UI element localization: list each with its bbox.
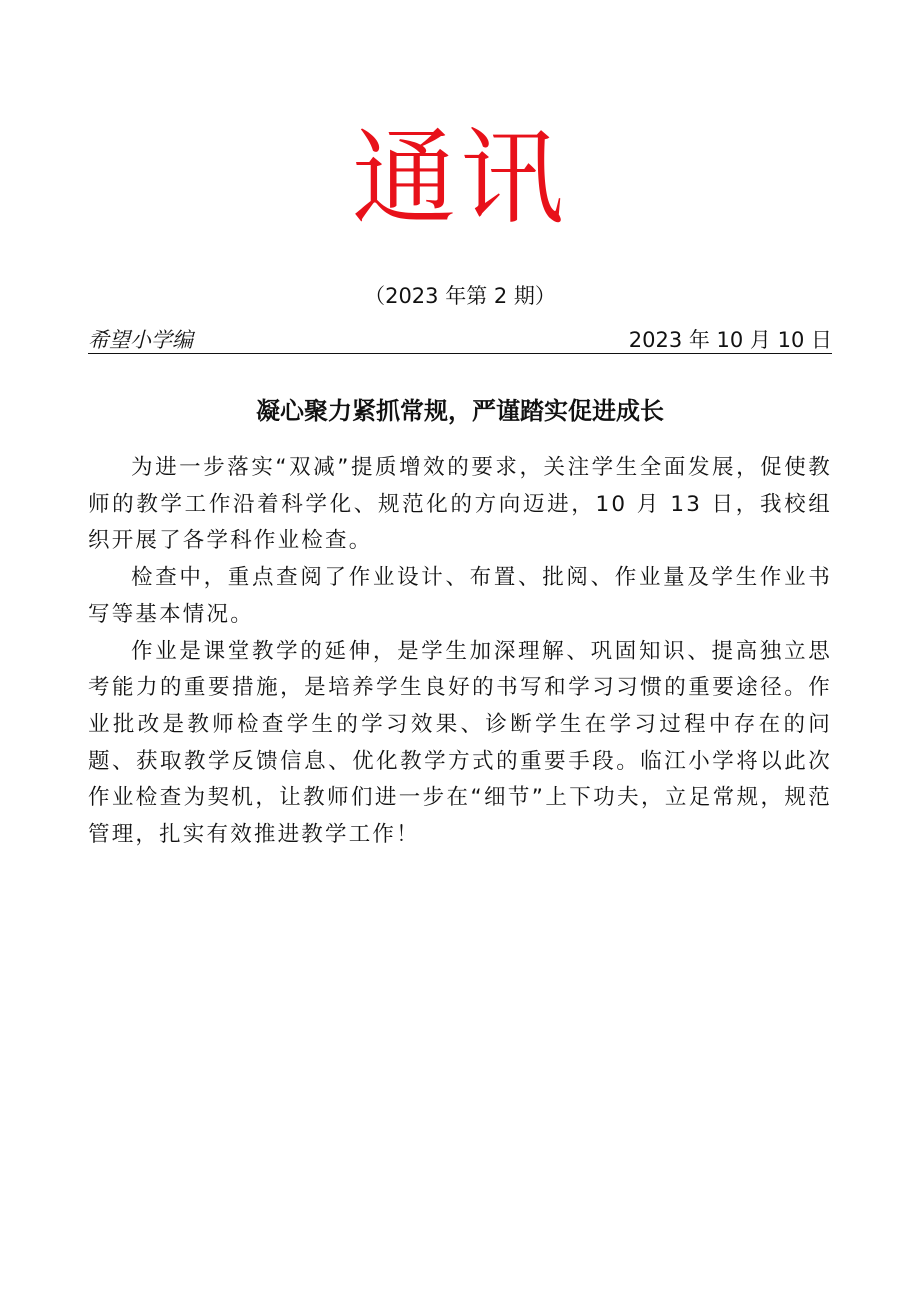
article-paragraph: 检查中，重点查阅了作业设计、布置、批阅、作业量及学生作业书写等基本情况。: [88, 565, 832, 627]
article-paragraph: 作业是课堂教学的延伸，是学生加深理解、巩固知识、提高独立思考能力的重要措施，是培养学生良好的书写和学习习惯的重要途径。作业批改是教师检查学生的学习效果、诊断学生在学习过程中存在的问题、获取教学反馈信息、优化教学方式的重要手段。临江小学将以此次作业检查为契机，让教师们进一步在“细节”上下功夫，立足常规，规范管理，扎实有效推进教学工作！: [88, 638, 832, 848]
article-headline: 凝心聚力紧抓常规，严谨踏实促进成长: [256, 397, 664, 425]
article-paragraph: 为进一步落实“双减”提质增效的要求，关注学生全面发展，促使教师的教学工作沿着科学化、规范化的方向迈进，10 月 13 日，我校组织开展了各学科作业检查。: [88, 455, 832, 554]
publish-date: 2023 年 10 月 10 日: [628, 328, 832, 352]
info-row: [88, 327, 832, 354]
editor-label: 希望小学编: [88, 328, 193, 352]
masthead-title: 通讯: [351, 117, 568, 239]
issue-number: （2023 年第 2 期）: [364, 284, 556, 308]
article-body: [88, 450, 832, 854]
